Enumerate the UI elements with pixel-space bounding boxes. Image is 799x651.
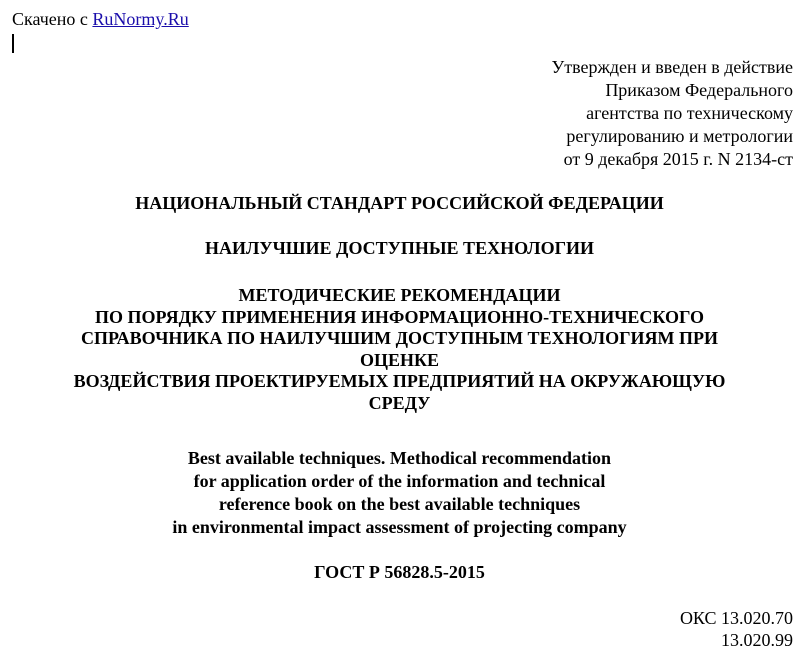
series-heading bbox=[0, 238, 799, 260]
approval-line: агентства по техническому bbox=[586, 103, 793, 123]
title-en-line: reference book on the best available techniques bbox=[218, 494, 581, 514]
title-ru bbox=[0, 285, 799, 414]
approval-line: Утвержден и введен в действие bbox=[551, 57, 793, 77]
classification-block bbox=[680, 607, 793, 651]
source-link[interactable]: RuNormy.Ru bbox=[92, 9, 189, 29]
text-cursor bbox=[12, 34, 14, 53]
title-ru-line: ПО ПОРЯДКУ ПРИМЕНЕНИЯ ИНФОРМАЦИОННО-ТЕХНИЧЕСКОГО bbox=[94, 306, 705, 327]
approval-line: Приказом Федерального bbox=[605, 80, 793, 100]
title-ru-line: МЕТОДИЧЕСКИЕ РЕКОМЕНДАЦИИ bbox=[238, 285, 561, 305]
title-en-line: Best available techniques. Methodical recommendation bbox=[187, 448, 612, 468]
standard-designation: ГОСТ Р 56828.5-2015 bbox=[314, 562, 485, 582]
title-ru-line: ВОЗДЕЙСТВИЯ ПРОЕКТИРУЕМЫХ ПРЕДПРИЯТИЙ НА ОКРУЖАЮЩУЮ bbox=[73, 371, 726, 391]
classification-line: 13.020.99 bbox=[721, 630, 793, 650]
approval-line: регулированию и метрологии bbox=[566, 126, 793, 146]
title-ru-line: СПРАВОЧНИКА ПО НАИЛУЧШИМ ДОСТУПНЫМ ТЕХНОЛОГИЯМ ПРИ bbox=[80, 328, 719, 348]
approval-block bbox=[551, 56, 793, 171]
title-ru-line: СРЕДУ bbox=[368, 392, 431, 413]
title-ru-line: ОЦЕНКЕ bbox=[359, 349, 440, 370]
series-title: НАИЛУЧШИЕ ДОСТУПНЫЕ ТЕХНОЛОГИИ bbox=[204, 238, 595, 258]
designation-heading bbox=[0, 562, 799, 584]
title-en-line: in environmental impact assessment of projecting company bbox=[172, 517, 627, 537]
title-en-line: for application order of the information and technical bbox=[193, 471, 606, 491]
standard-type-heading bbox=[0, 193, 799, 215]
source-prefix: Скачено с bbox=[12, 9, 88, 29]
title-en bbox=[0, 447, 799, 539]
approval-line: от 9 декабря 2015 г. N 2134-ст bbox=[563, 149, 793, 169]
source-line bbox=[12, 8, 189, 30]
classification-line: ОКС 13.020.70 bbox=[679, 608, 793, 628]
standard-type: НАЦИОНАЛЬНЫЙ СТАНДАРТ РОССИЙСКОЙ ФЕДЕРАЦИИ bbox=[135, 193, 664, 213]
